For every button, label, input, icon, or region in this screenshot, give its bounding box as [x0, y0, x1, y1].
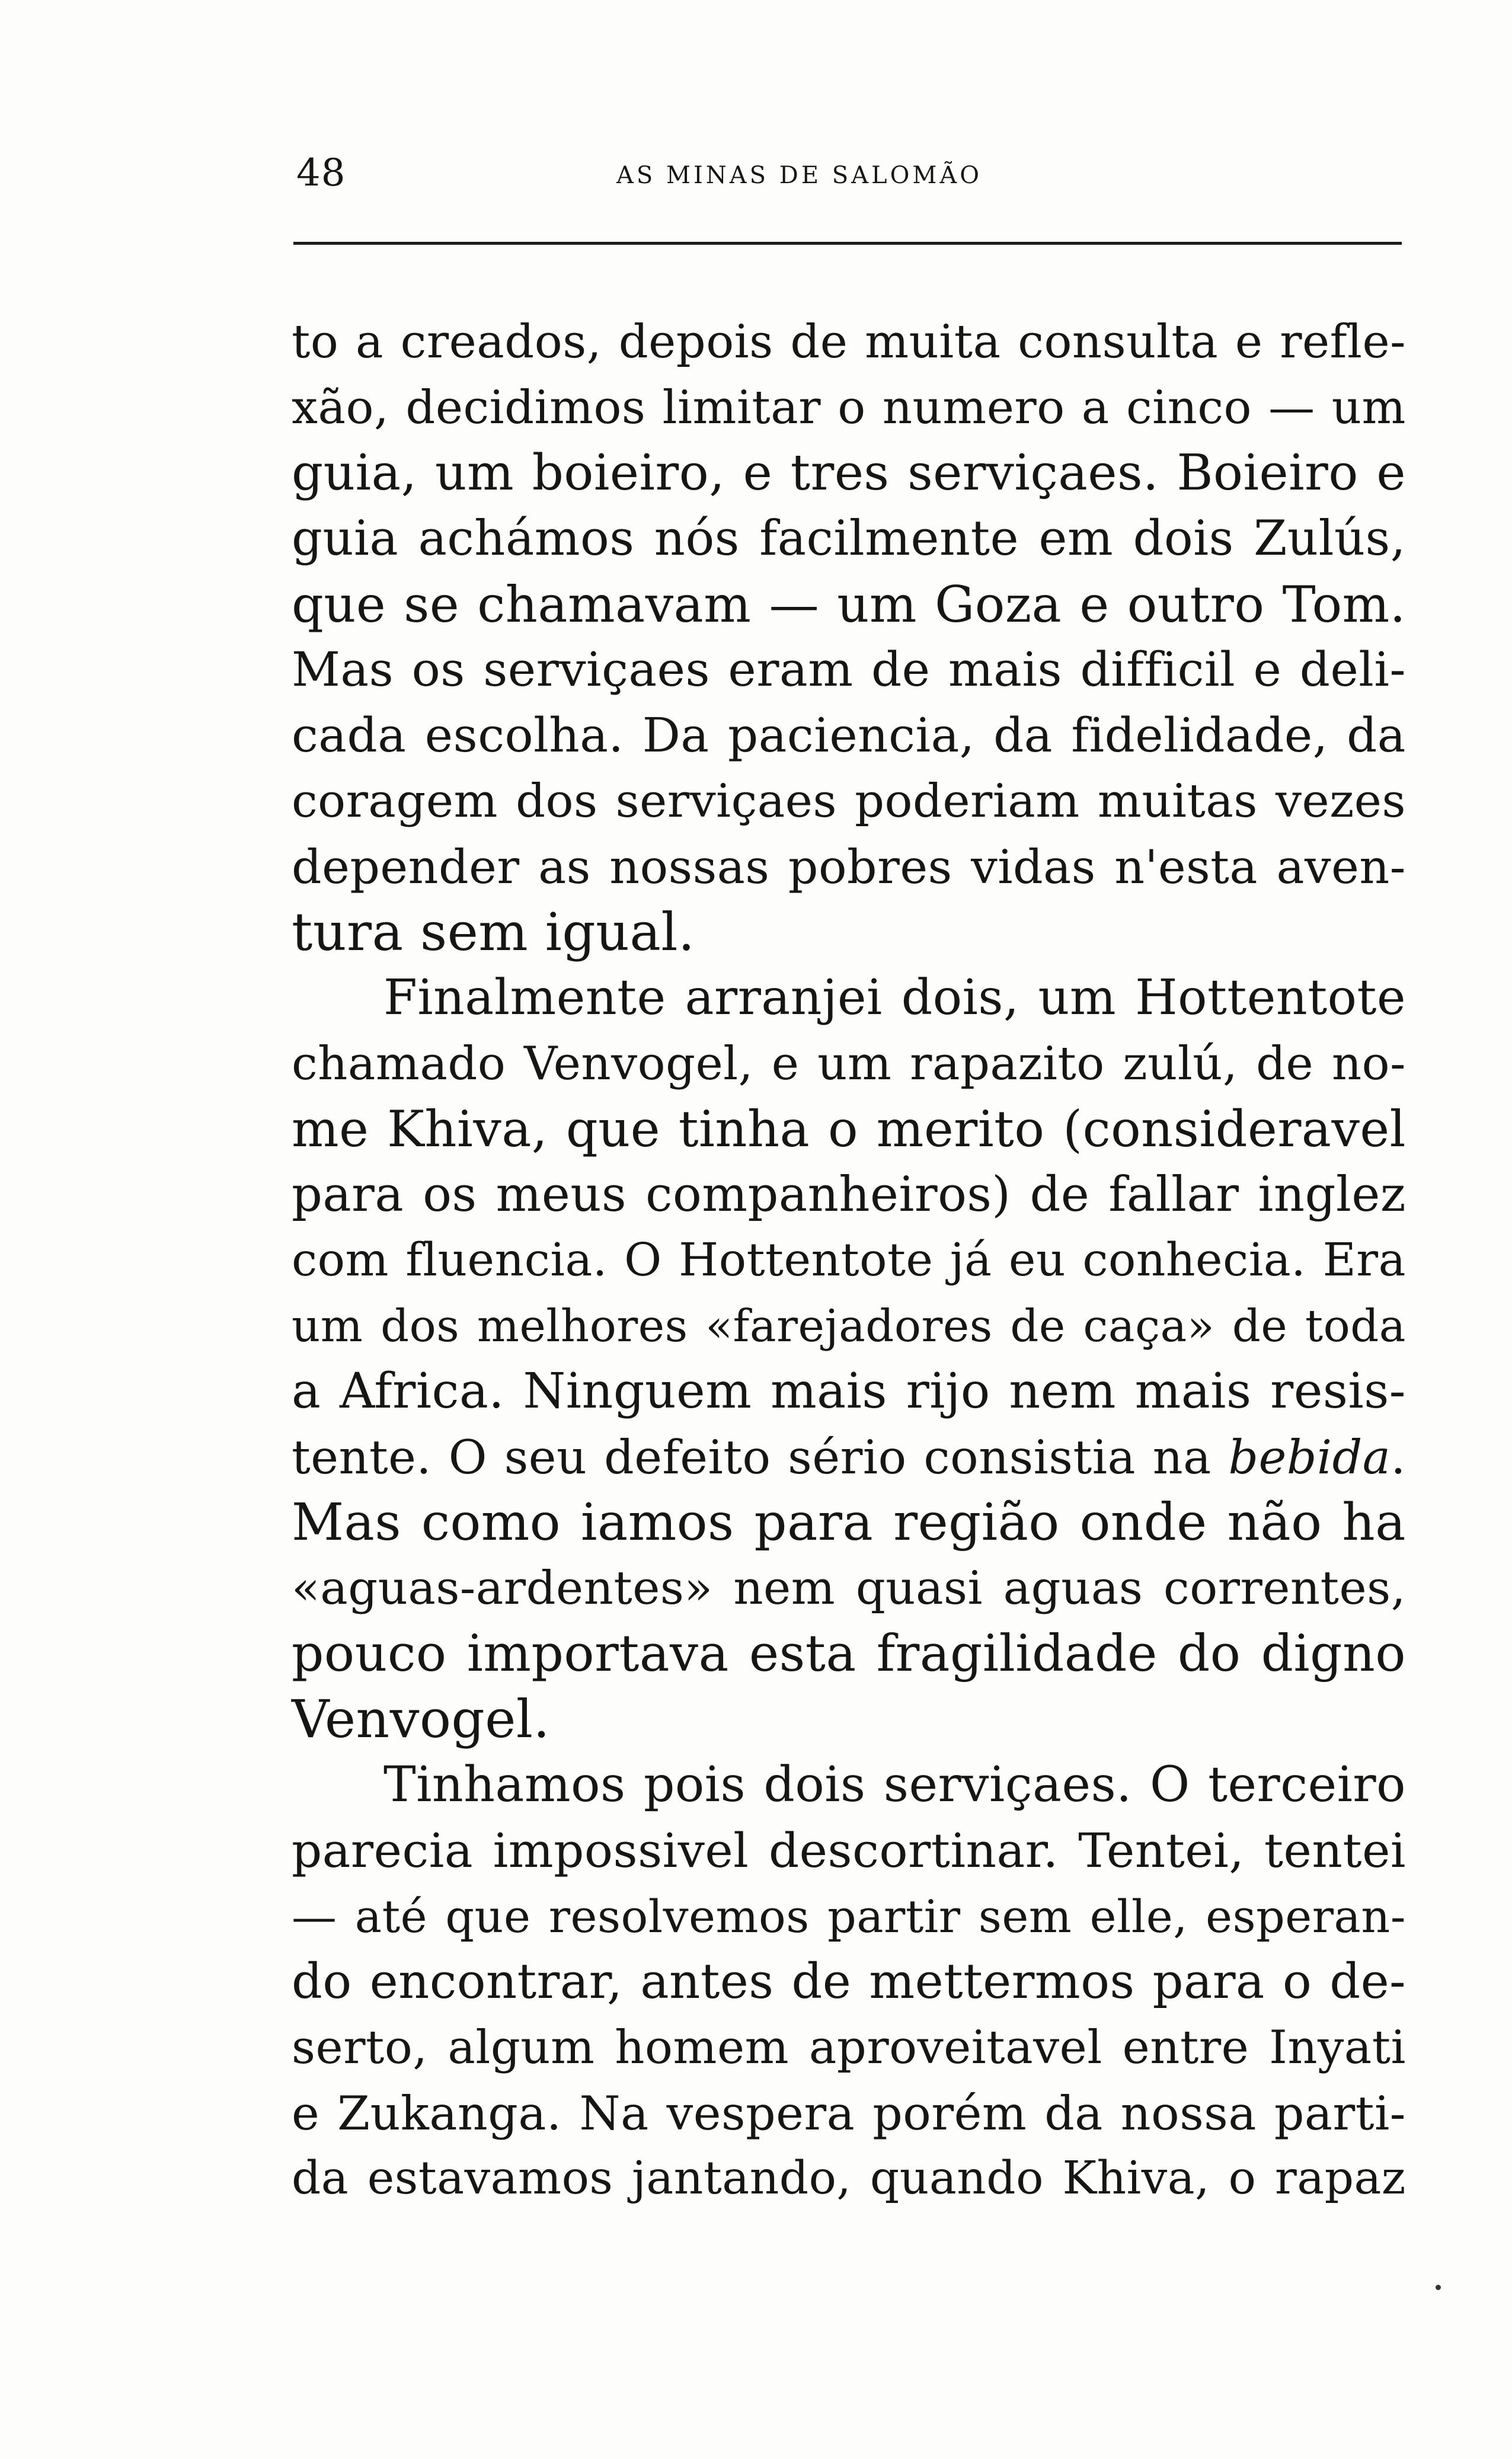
text-line: serto, algum homem aproveitavel entre Inyati: [292, 2020, 1406, 2074]
text-line: depender as nossas pobres vidas n'esta aven-: [292, 839, 1406, 894]
text-line: Mas os serviçaes eram de mais difficil e deli-: [292, 642, 1406, 698]
text-line: [292, 1425, 1406, 1491]
text-line: Mas como iamos para região onde não ha: [292, 1493, 1406, 1553]
print-speck: [1436, 2285, 1441, 2290]
text-line: cada escolha. Da paciencia, da fidelidade, da: [292, 708, 1406, 763]
text-line: um dos melhores «farejadores de caça» de toda: [292, 1300, 1406, 1352]
text-line: me Khiva, que tinha o merito (consideravel: [292, 1100, 1406, 1159]
paragraph-end-line: Venvogel.: [292, 1689, 550, 1750]
text-line: para os meus companheiros) de fallar inglez: [292, 1166, 1406, 1223]
emphasis-text: bebida: [1228, 1430, 1391, 1485]
text-line: e Zukanga. Na vespera porém da nossa parti-: [292, 2086, 1406, 2141]
text-line: «aguas-ardentes» nem quasi aguas correntes,: [292, 1562, 1406, 1616]
paragraph-end-line: tura sem igual.: [292, 901, 695, 963]
body-text: [292, 309, 1406, 2212]
text-line: chamado Venvogel, e um rapazito zulú, de no-: [292, 1037, 1406, 1091]
text-line: guia achámos nós facilmente em dois Zulús,: [292, 511, 1406, 567]
text-line: pouco importava esta fragilidade do digno: [292, 1624, 1406, 1683]
text-line: coragem dos serviçaes poderiam muitas vezes: [292, 774, 1406, 828]
page-number: 48: [296, 151, 346, 195]
text-line: do encontrar, antes de mettermos para o de-: [292, 1954, 1406, 2010]
text-line: parecia impossivel descortinar. Tentei, tentei: [292, 1822, 1406, 1878]
paragraph-start-line: Finalmente arranjei dois, um Hottentote: [383, 969, 1406, 1026]
line-text: tente. O seu defeito sério consistia na bebida.: [292, 1430, 1406, 1485]
header-rule: [293, 242, 1402, 245]
text-line: xão, decidimos limitar o numero a cinco — um: [292, 380, 1406, 434]
text-line: com fluencia. O Hottentote já eu conhecia. Era: [292, 1233, 1406, 1287]
text-line: a Africa. Ninguem mais rijo nem mais resis-: [292, 1363, 1406, 1419]
text-line: da estavamos jantando, quando Khiva, o rapaz: [292, 2152, 1406, 2205]
paragraph-start-line: Tinhamos pois dois serviçaes. O terceiro: [383, 1757, 1406, 1814]
text-line: to a creados, depois de muita consulta e refle-: [292, 315, 1406, 369]
text-line: — até que resolvemos partir sem elle, esperan-: [292, 1889, 1406, 1943]
text-line: guia, um boieiro, e tres serviçaes. Boieiro e: [292, 444, 1406, 502]
text-line: que se chamavam — um Goza e outro Tom.: [292, 575, 1406, 634]
running-header: [296, 151, 1400, 204]
running-title: AS MINAS DE SALOMÃO: [616, 162, 983, 189]
